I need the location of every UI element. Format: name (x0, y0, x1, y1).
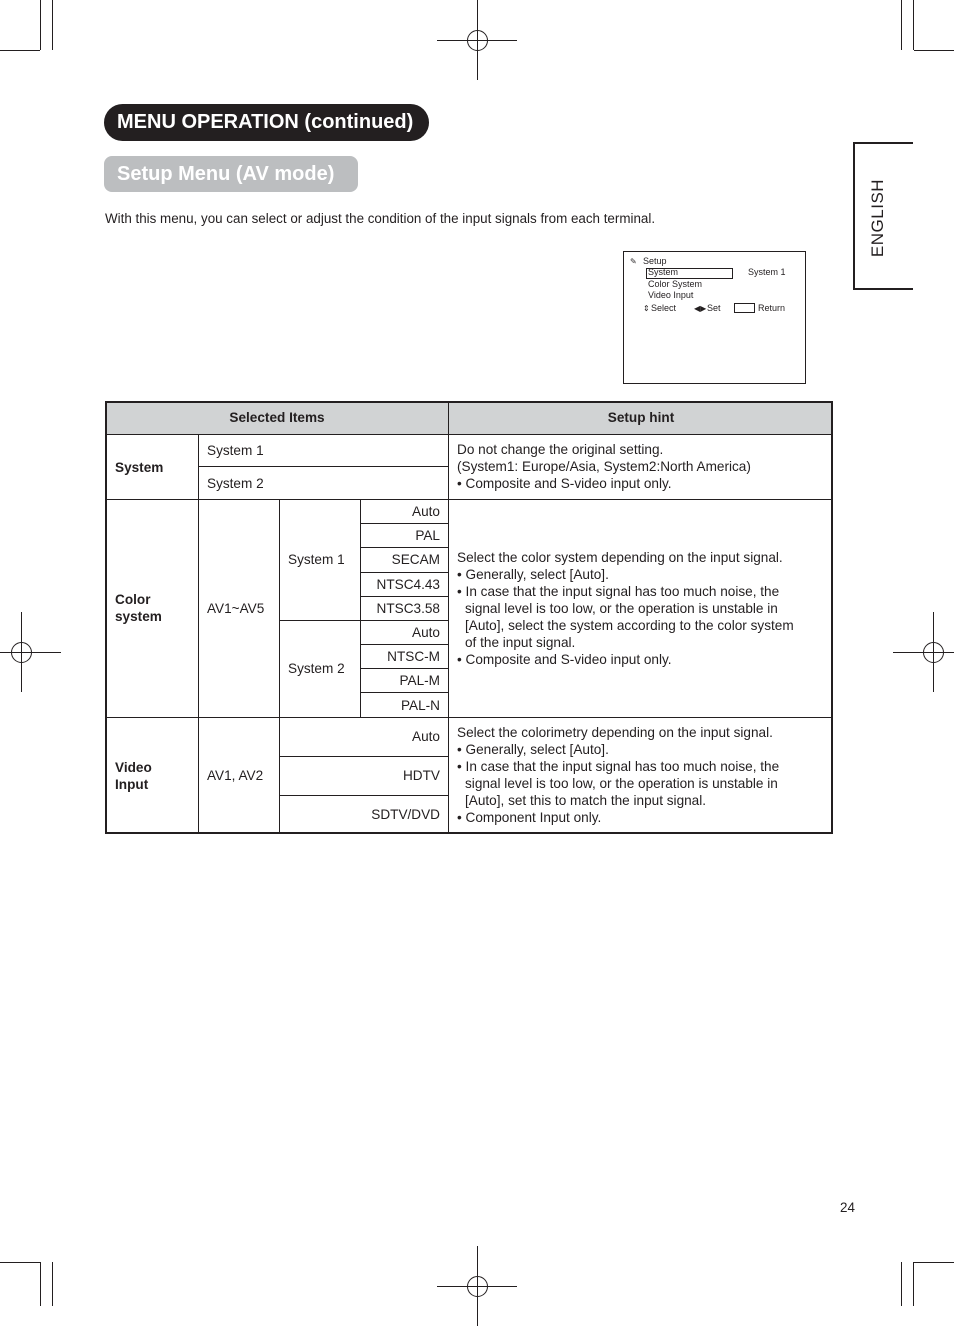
section-title: MENU OPERATION (continued) (104, 104, 429, 141)
osd-nav-return: Return (758, 303, 786, 313)
hint-line: Select the colorimetry depending on the input signal. (457, 725, 773, 740)
hint-line: Select the color system depending on the input signal. (457, 550, 783, 565)
table-rule (360, 572, 449, 573)
table-rule (360, 596, 449, 597)
table-rule (105, 717, 833, 718)
item-label: Color system (115, 592, 162, 624)
table-rule (360, 523, 449, 524)
osd-title: Setup (643, 256, 667, 266)
hint-line: Do not change the original setting. (457, 442, 664, 457)
crop-mark (40, 0, 41, 50)
hint-line: [Auto], set this to match the input signal. (465, 793, 707, 808)
table-rule (198, 466, 449, 467)
group-label: System 2 (288, 661, 345, 676)
crop-mark (914, 1262, 954, 1263)
option-value: System 2 (207, 476, 264, 491)
table-rule (360, 668, 449, 669)
column-header: Selected Items (229, 410, 325, 425)
input-range: AV1, AV2 (207, 768, 264, 783)
option-value: Auto (412, 625, 440, 640)
up-down-arrow-icon: ⇕ (643, 304, 650, 313)
crop-mark (0, 50, 40, 51)
table-rule (360, 547, 449, 548)
table-rule (448, 401, 449, 834)
crop-mark (901, 0, 902, 50)
registration-mark (893, 612, 954, 692)
table-rule (279, 620, 449, 621)
hint-line: of the input signal. (465, 635, 576, 650)
crop-mark (913, 0, 914, 50)
hint-line: (System1: Europe/Asia, System2:North America) (457, 459, 751, 474)
hint-line: • Generally, select [Auto]. (457, 742, 609, 757)
osd-selected-value: System 1 (748, 267, 786, 277)
hint-line: • In case that the input signal has too much noise, the (457, 584, 780, 599)
language-tab-label-box (860, 178, 896, 258)
crop-mark (40, 1262, 41, 1306)
hint-line: • Component Input only. (457, 810, 602, 825)
column-header: Setup hint (607, 410, 675, 425)
table-rule (105, 434, 833, 435)
hint-line: • Composite and S-video input only. (457, 652, 672, 667)
option-value: PAL-N (400, 698, 440, 713)
section-subtitle: Setup Menu (AV mode) (104, 156, 358, 192)
hint-line: • Generally, select [Auto]. (457, 567, 609, 582)
table-rule (360, 644, 449, 645)
option-value: NTSC4.43 (376, 577, 440, 592)
language-tab-label: ENGLISH (868, 178, 887, 258)
option-value: NTSC3.58 (376, 601, 440, 616)
crop-mark (52, 1262, 53, 1306)
option-value: Auto (412, 504, 440, 519)
setup-hint (457, 724, 779, 826)
option-value: System 1 (207, 443, 264, 458)
option-value: PAL (415, 528, 440, 543)
item-label: System (115, 460, 164, 475)
hint-line: signal level is too low, or the operation is unstable in (465, 601, 778, 616)
hint-line: • Composite and S-video input only. (457, 476, 672, 491)
osd-item: System (648, 267, 679, 277)
crop-mark (914, 50, 954, 51)
option-value: HDTV (402, 768, 440, 783)
table-rule (360, 692, 449, 693)
input-range: AV1~AV5 (207, 601, 265, 616)
osd-menu-illustration (623, 251, 806, 384)
table-rule (105, 499, 833, 500)
osd-nav-set: Set (707, 303, 721, 313)
table-rule (198, 434, 199, 834)
page-number: 24 (840, 1200, 855, 1215)
intro-text: With this menu, you can select or adjust the condition of the input signals from each terminal. (105, 211, 656, 226)
registration-mark (0, 612, 61, 692)
setup-icon: ✎ (630, 257, 637, 266)
group-label: System 1 (288, 552, 345, 567)
return-button-icon (734, 303, 755, 313)
option-value: Auto (412, 729, 440, 744)
item-label: Video Input (115, 760, 152, 792)
setup-hint (457, 549, 794, 668)
osd-item: Video Input (648, 290, 694, 300)
left-right-arrow-icon: ◀▶ (694, 304, 707, 313)
crop-mark (0, 1262, 40, 1263)
option-value: PAL-M (399, 673, 440, 688)
crop-mark (52, 0, 53, 50)
table-rule (279, 795, 449, 796)
osd-nav-select: Select (651, 303, 677, 313)
hint-line: • In case that the input signal has too much noise, the (457, 759, 780, 774)
osd-item: Color System (648, 279, 703, 289)
crop-mark (901, 1262, 902, 1306)
hint-line: [Auto], select the system according to the color system (465, 618, 794, 633)
registration-mark (437, 0, 517, 80)
option-value: SDTV/DVD (371, 807, 440, 822)
option-value: SECAM (391, 552, 440, 567)
hint-line: signal level is too low, or the operation is unstable in (465, 776, 778, 791)
option-value: NTSC-M (387, 649, 440, 664)
table-rule (279, 756, 449, 757)
crop-mark (913, 1262, 914, 1306)
registration-mark (437, 1246, 517, 1326)
setup-hint (457, 441, 751, 492)
